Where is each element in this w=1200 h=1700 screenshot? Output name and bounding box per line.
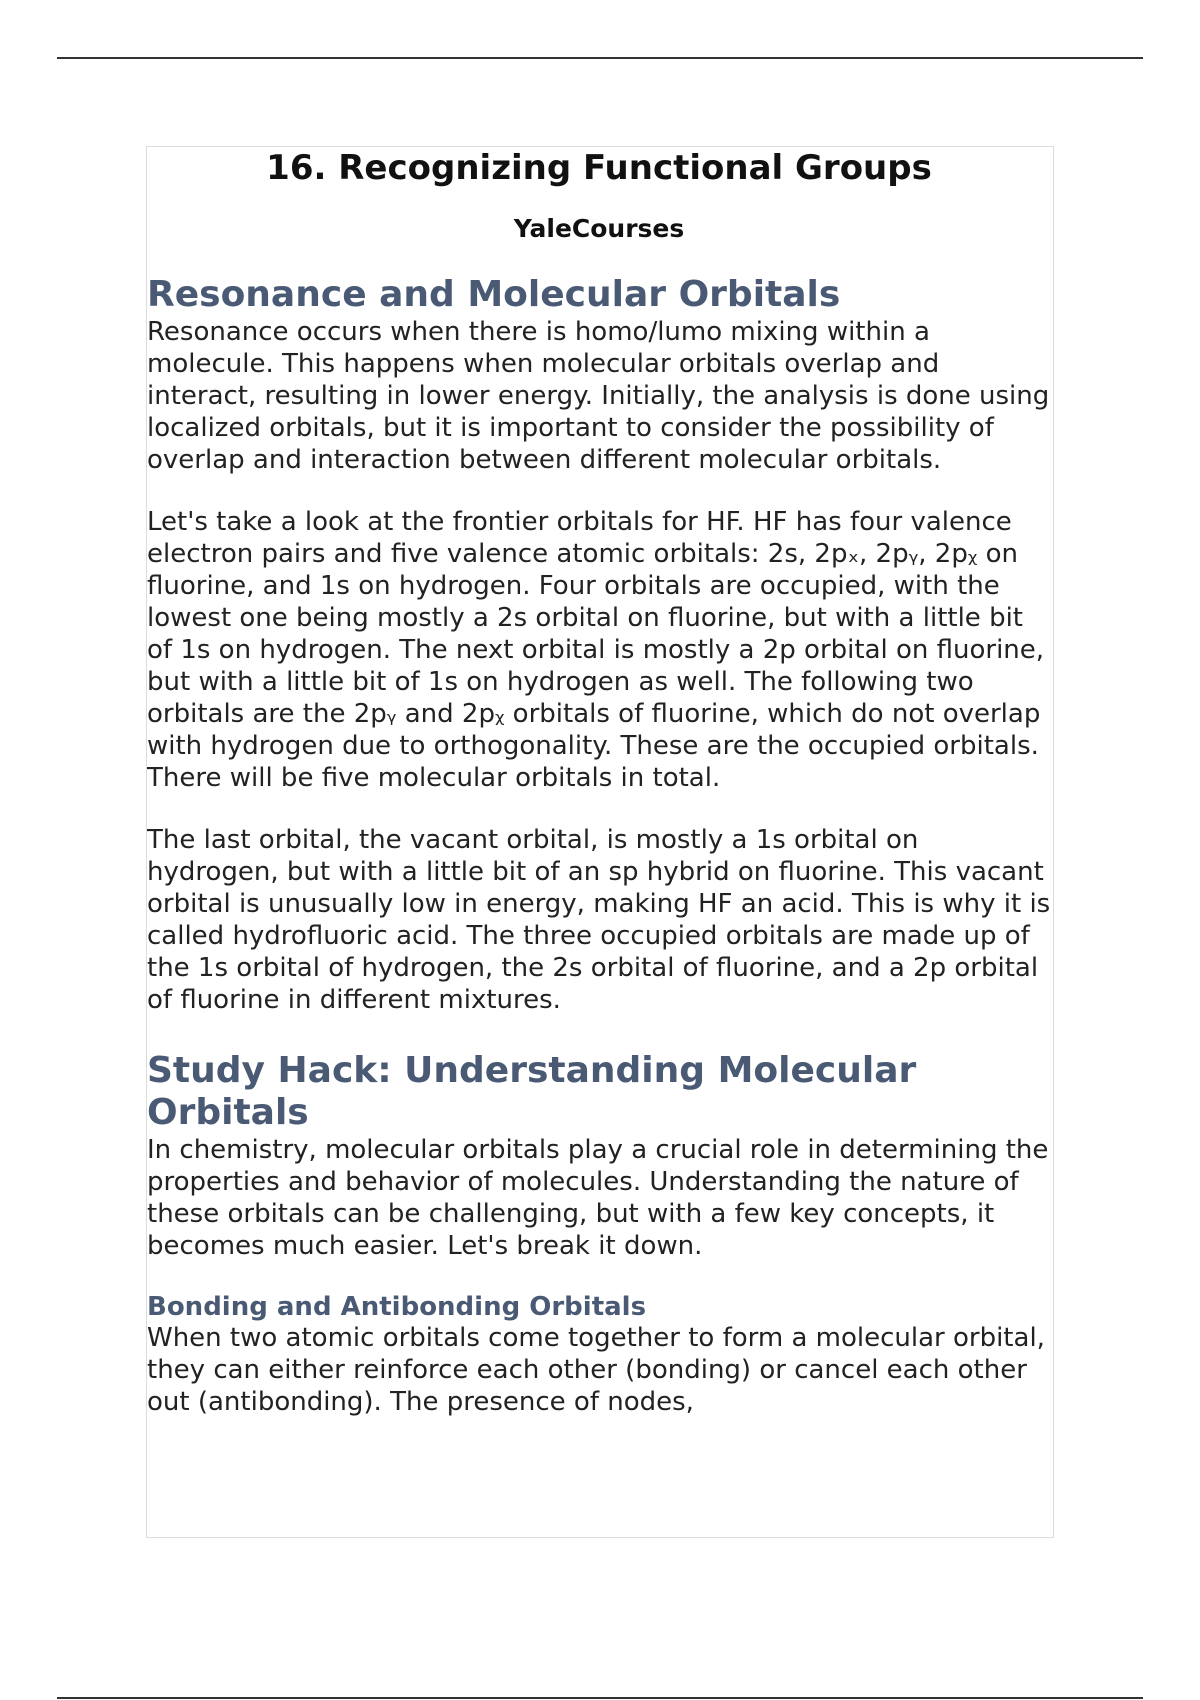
paragraph: When two atomic orbitals come together to form a molecular orbital, they can either reinforce each other (bonding) or cancel each other out (antibonding). The presence of nodes, xyxy=(147,1323,1045,1417)
document-title: 16. Recognizing Functional Groups xyxy=(266,148,932,188)
paragraph: Let's take a look at the frontier orbitals for HF. HF has four valence electron pairs and five valence atomic orbitals: 2s, 2pₓ, 2pᵧ, 2pᵪ on fluorine, and 1s on hydrogen. Four orbitals are occupied, with the lowest one being mostly a 2s orbital on fluorine, but with a little bit of 1s on hydrogen. The next orbital is mostly a 2p orbital on fluorine, but with a little bit of 1s on hydrogen as well. The following two orbitals are the 2pᵧ and 2pᵪ orbitals of fluorine, which do not overlap with hydrogen due to orthogonality. These are the occupied orbitals. There will be five molecular orbitals in total. xyxy=(147,507,1045,793)
bottom-rule xyxy=(57,1697,1143,1699)
document-frame xyxy=(146,146,1054,1538)
section-heading-study-hack: Study Hack: Understanding Molecular Orbitals xyxy=(147,1050,917,1133)
paragraph: The last orbital, the vacant orbital, is mostly a 1s orbital on hydrogen, but with a little bit of an sp hybrid on fluorine. This vacant orbital is unusually low in energy, making HF an acid. This is why it is called hydrofluoric acid. The three occupied orbitals are made up of the 1s orbital of hydrogen, the 2s orbital of fluorine, and a 2p orbital of fluorine in different mixtures. xyxy=(147,825,1051,1015)
top-rule xyxy=(57,57,1143,59)
paragraph: Resonance occurs when there is homo/lumo mixing within a molecule. This happens when molecular orbitals overlap and interact, resulting in lower energy. Initially, the analysis is done using localized orbitals, but it is important to consider the possibility of overlap and interaction between different molecular orbitals. xyxy=(147,317,1050,475)
document-content xyxy=(147,147,1054,1418)
document-author: YaleCourses xyxy=(513,214,685,243)
paragraph: In chemistry, molecular orbitals play a crucial role in determining the properties and behavior of molecules. Understanding the nature of these orbitals can be challenging, but with a few key concepts, it becomes much easier. Let's break it down. xyxy=(147,1135,1049,1261)
subsection-heading-bonding: Bonding and Antibonding Orbitals xyxy=(147,1292,647,1322)
section-heading-resonance: Resonance and Molecular Orbitals xyxy=(147,274,841,315)
